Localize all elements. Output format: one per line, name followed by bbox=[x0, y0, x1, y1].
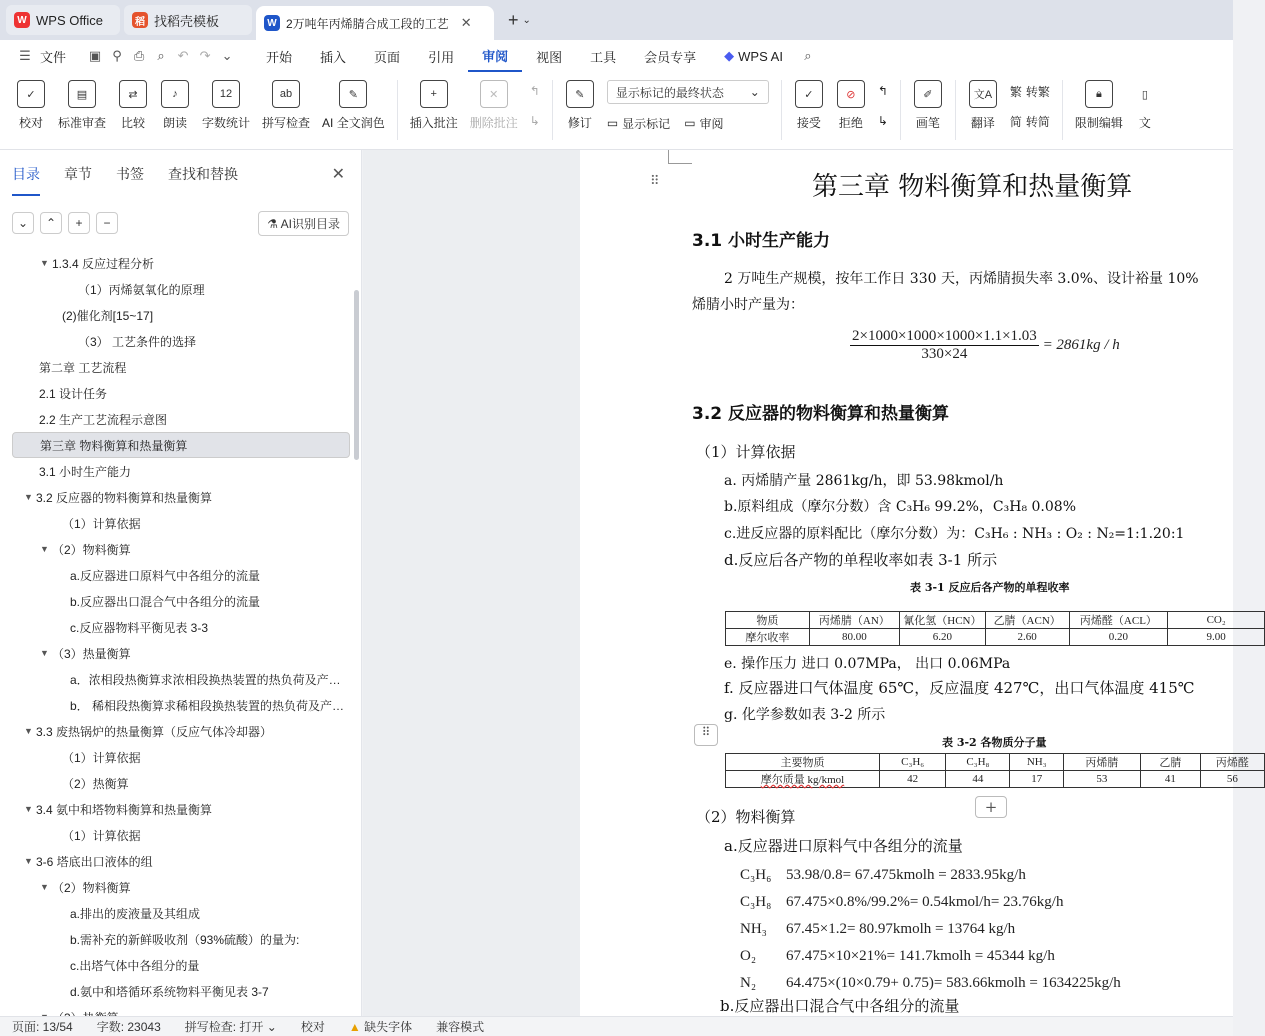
toc-item[interactable] bbox=[0, 718, 352, 744]
to-traditional-label: 转繁 bbox=[1025, 84, 1050, 99]
table-cell: 主要物质 bbox=[726, 754, 880, 771]
caret-down-icon[interactable]: ▼ bbox=[24, 804, 33, 814]
navigation-pane bbox=[0, 150, 362, 1016]
table-cell: 17 bbox=[1010, 771, 1063, 788]
section-3-2-heading: 3.2 反应器的物料衡算和热量衡算 bbox=[692, 404, 950, 424]
ribbon-divider bbox=[955, 80, 956, 140]
tab-label: WPS Office bbox=[36, 12, 103, 28]
spell-check-status[interactable] bbox=[173, 1018, 289, 1035]
document-page bbox=[580, 150, 1249, 1016]
formula-result: = 2861kg / h bbox=[1042, 337, 1120, 353]
print-icon[interactable]: ⎙ bbox=[133, 48, 145, 63]
equation-text: 53.98/0.8= 67.475kmolh = 2833.95kg/h bbox=[786, 867, 1026, 883]
standard-review-icon: ▤ bbox=[68, 80, 96, 108]
add-row-icon[interactable]: + bbox=[975, 796, 1007, 818]
toc-item[interactable] bbox=[0, 484, 352, 510]
item-c: c.进反应器的原料配比（摩尔分数）为：C₃H₆ : NH₃ : O₂ : N₂=1:1.20:1 bbox=[724, 526, 1185, 542]
toc-item-label: （3） 工艺条件的选择 bbox=[78, 334, 197, 349]
tab-template[interactable] bbox=[124, 5, 252, 35]
equation-text: 67.475×0.8%/99.2%= 0.54kmol/h= 23.76kg/h bbox=[786, 894, 1064, 910]
toc-item-label: c.反应器物料平衡见表 3-3 bbox=[70, 620, 209, 635]
paragraph-capacity: 2 万吨生产规模，按年工作日 330 天，丙烯腈损失率 3.0%、设计裕量 10% bbox=[724, 271, 1199, 287]
undo-icon[interactable]: ↶ bbox=[177, 48, 189, 63]
wps-logo-icon: W bbox=[14, 12, 30, 28]
chevron-down-icon: ⌄ bbox=[266, 1020, 277, 1034]
equation-row bbox=[740, 943, 1121, 970]
toc-item[interactable] bbox=[0, 900, 352, 926]
insert-comment-button[interactable] bbox=[404, 80, 464, 131]
standard-review-button[interactable] bbox=[52, 80, 112, 131]
to-simplified-label: 转简 bbox=[1025, 114, 1050, 129]
toc-item-label: a.反应器进口原料气中各组分的流量 bbox=[70, 568, 261, 583]
item-e: e. 操作压力 进口 0.07MPa， 出口 0.06MPa bbox=[724, 656, 1011, 672]
ai-toc-button[interactable] bbox=[258, 211, 349, 236]
table-handle-icon[interactable]: ⠿ bbox=[694, 724, 718, 746]
table-cell: NH₃ bbox=[1010, 754, 1063, 771]
tab-toc[interactable]: 目录 bbox=[12, 164, 40, 190]
menu-review[interactable]: 审阅 bbox=[468, 40, 522, 72]
item-f: f. 反应器进口气体温度 65℃，反应温度 427℃，出口气体温度 415℃ bbox=[724, 679, 1195, 697]
toc-item[interactable] bbox=[0, 536, 352, 562]
table-cell: C₃H₈ bbox=[946, 754, 1010, 771]
equation-row bbox=[740, 970, 1121, 997]
toc-item-label: 2.1 设计任务 bbox=[39, 386, 108, 401]
formula-denominator: 330×24 bbox=[921, 346, 968, 362]
chevron-down-icon: ⌄ bbox=[749, 85, 760, 99]
tab-label: 找稻壳模板 bbox=[154, 13, 220, 29]
hamburger-icon[interactable]: ☰ bbox=[19, 48, 31, 63]
menu-wps-ai[interactable] bbox=[710, 40, 797, 72]
display-mode-select[interactable] bbox=[607, 80, 769, 104]
item-a: a. 丙烯腈产量 2861kg/h，即 53.98kmol/h bbox=[724, 473, 1004, 489]
toc-item[interactable] bbox=[0, 666, 352, 692]
prev-comment-icon[interactable]: ↰ bbox=[529, 84, 540, 98]
toc-item-label: 第二章 工艺流程 bbox=[39, 360, 127, 375]
caret-down-icon[interactable]: ▼ bbox=[24, 726, 33, 736]
toc-item-label: 3.3 废热锅炉的热量衡算（反应气体冷却器） bbox=[36, 724, 273, 739]
document-icon: ▯ bbox=[1141, 88, 1148, 101]
calc-basis-heading: （1）计算依据 bbox=[696, 443, 796, 461]
table-cell: 摩尔质量 kg/kmol bbox=[726, 771, 880, 788]
table-cell: 丙烯腈（AN） bbox=[809, 612, 899, 629]
toc-item[interactable] bbox=[0, 406, 352, 432]
table-cell: 丙烯腈 bbox=[1063, 754, 1140, 771]
compare-icon: ⇄ bbox=[119, 80, 147, 108]
search-icon[interactable]: ⌕ bbox=[804, 48, 812, 63]
spell-check-button[interactable] bbox=[256, 80, 316, 131]
paragraph-capacity-cont: 烯腈小时产量为： bbox=[692, 297, 804, 313]
track-changes-icon: ✎ bbox=[566, 80, 594, 108]
template-logo-icon: 稻 bbox=[132, 12, 148, 28]
toc-item[interactable] bbox=[0, 770, 352, 796]
equation-text: 67.45×1.2= 80.97kmolh = 13764 kg/h bbox=[786, 921, 1016, 937]
caret-down-icon[interactable]: ▼ bbox=[40, 882, 49, 892]
title-bar bbox=[0, 0, 1233, 40]
toc-item[interactable] bbox=[0, 822, 352, 848]
collapse-icon[interactable]: ⌄ bbox=[12, 212, 34, 234]
track-changes-button[interactable] bbox=[559, 80, 601, 131]
toc-item-label: c.出塔气体中各组分的量 bbox=[70, 958, 200, 973]
markup-group bbox=[601, 80, 775, 134]
toc-item[interactable] bbox=[0, 354, 352, 380]
close-icon[interactable]: ✕ bbox=[331, 166, 345, 183]
pen-button[interactable] bbox=[907, 80, 949, 131]
table-header-row bbox=[726, 612, 1265, 629]
show-marks-button[interactable] bbox=[607, 112, 670, 134]
toc-item-label: 3.4 氨中和塔物料衡算和热量衡算 bbox=[36, 802, 213, 817]
track-changes-label: 修订 bbox=[567, 116, 592, 130]
toc-item-label: 3.1 小时生产能力 bbox=[39, 464, 132, 479]
translate-label: 翻译 bbox=[970, 116, 995, 130]
reject-icon: ⊘ bbox=[837, 80, 865, 108]
display-mode-value: 显示标记的最终状态 bbox=[615, 85, 724, 100]
standard-review-label: 标准审查 bbox=[58, 116, 107, 130]
menu-start[interactable]: 开始 bbox=[266, 49, 293, 65]
table-row bbox=[726, 629, 1265, 646]
change-nav bbox=[872, 80, 894, 132]
more-ribbon-button[interactable] bbox=[1129, 80, 1161, 131]
ai-icon: ⚗ bbox=[267, 216, 281, 231]
equation-label: C₃H₆ bbox=[740, 867, 772, 883]
ai-polish-label: AI 全文润色 bbox=[322, 116, 385, 130]
table-cell: 丙烯醛（ACL） bbox=[1069, 612, 1168, 629]
table-cell: 6.20 bbox=[899, 629, 985, 646]
read-aloud-button[interactable] bbox=[154, 80, 196, 131]
table-row bbox=[726, 771, 1265, 788]
toc-item[interactable] bbox=[0, 380, 352, 406]
toc-item-label: 3-6 塔底出口液体的组 bbox=[36, 854, 153, 869]
toc-item[interactable] bbox=[0, 302, 352, 328]
capacity-formula bbox=[850, 328, 1120, 363]
review-pane-icon: ▭ bbox=[684, 116, 696, 130]
toc-item[interactable] bbox=[0, 744, 352, 770]
toc-item[interactable] bbox=[0, 640, 352, 666]
toc-item-label: b． 稀相段热衡算求稀相段换热装置的热负荷及产… bbox=[70, 698, 345, 713]
menu-reference[interactable]: 引用 bbox=[428, 49, 455, 65]
accept-label: 接受 bbox=[796, 116, 821, 130]
toc-item[interactable] bbox=[0, 250, 352, 276]
menu-insert[interactable]: 插入 bbox=[320, 49, 347, 65]
toc-item-label: b.需补充的新鲜吸收剂（93%硫酸）的量为: bbox=[70, 932, 300, 947]
ribbon-divider bbox=[552, 80, 553, 140]
delete-comment-label: 删除批注 bbox=[469, 116, 518, 130]
delete-comment-button[interactable] bbox=[464, 80, 524, 131]
section-3-1-heading: 3.1 小时生产能力 bbox=[692, 231, 831, 251]
convert-group bbox=[1004, 80, 1056, 132]
review-pane-label: 审阅 bbox=[699, 116, 724, 131]
share-icon[interactable]: ⚲ bbox=[112, 48, 122, 63]
expand-icon[interactable]: ⌃ bbox=[40, 212, 62, 234]
menu-file[interactable]: 文件 bbox=[40, 49, 67, 65]
caret-down-icon[interactable]: ▼ bbox=[24, 856, 33, 866]
item-b: b.原料组成（摩尔分数）含 C₃H₆ 99.2%，C₃H₈ 0.08% bbox=[724, 499, 1077, 515]
table-cell: 56 bbox=[1200, 771, 1264, 788]
table-cell: 氰化氢（HCN） bbox=[899, 612, 985, 629]
proofread-label: 校对 bbox=[18, 116, 43, 130]
toc-item[interactable] bbox=[0, 562, 352, 588]
menu-member[interactable]: 会员专享 bbox=[644, 49, 697, 65]
equation-text: 67.475×10×21%= 141.7kmolh = 45344 kg/h bbox=[786, 948, 1055, 964]
table-3-1 bbox=[725, 611, 1265, 646]
comment-nav bbox=[524, 80, 546, 132]
accept-button[interactable] bbox=[788, 80, 830, 131]
toc-item[interactable] bbox=[0, 796, 352, 822]
caret-down-icon[interactable]: ▼ bbox=[24, 492, 33, 502]
word-count-icon: 12 bbox=[212, 80, 240, 108]
more-icon[interactable]: ⌄ bbox=[221, 48, 233, 63]
spell-check-label: 拼写检查 bbox=[262, 116, 311, 130]
table-header-row bbox=[726, 754, 1265, 771]
toc-item[interactable] bbox=[0, 614, 352, 640]
table-cell: C₃H₆ bbox=[880, 754, 946, 771]
drag-handle-icon[interactable]: ⠿ bbox=[650, 174, 660, 189]
chevron-down-icon[interactable]: ⌄ bbox=[522, 14, 531, 26]
status-bar bbox=[0, 1016, 1233, 1036]
page-corner-mark bbox=[668, 150, 692, 164]
toc-item[interactable] bbox=[0, 952, 352, 978]
reject-button[interactable] bbox=[830, 80, 872, 131]
toc-item[interactable] bbox=[0, 848, 352, 874]
table-3-2 bbox=[725, 753, 1265, 788]
toc-list bbox=[0, 250, 352, 1030]
equation-row bbox=[740, 916, 1121, 943]
simp-icon: 简 bbox=[1009, 114, 1022, 129]
toc-item-label: （3）热量衡算 bbox=[52, 646, 131, 661]
proofread-status[interactable]: 校对 bbox=[300, 1020, 325, 1034]
to-traditional-button[interactable] bbox=[1010, 80, 1050, 102]
menu-page[interactable]: 页面 bbox=[374, 49, 401, 65]
compare-button[interactable] bbox=[112, 80, 154, 131]
spell-check-status-label: 拼写检查: 打开 bbox=[184, 1020, 264, 1034]
menu-view[interactable]: 视图 bbox=[536, 49, 563, 65]
word-count-label: 字数统计 bbox=[202, 116, 251, 130]
word-count-button[interactable] bbox=[196, 80, 256, 131]
equation-row bbox=[740, 889, 1121, 916]
read-aloud-label: 朗读 bbox=[163, 116, 188, 130]
ribbon-divider bbox=[1062, 80, 1063, 140]
page-margin-area bbox=[363, 150, 580, 1016]
menu-bar bbox=[0, 40, 1233, 72]
toc-item[interactable] bbox=[0, 926, 352, 952]
add-icon[interactable]: + bbox=[68, 212, 90, 234]
toc-item-label: 1.3.4 反应过程分析 bbox=[52, 256, 155, 271]
reject-label: 拒绝 bbox=[838, 116, 863, 130]
toc-item-label: （2）物料衡算 bbox=[52, 880, 131, 895]
menu-tools[interactable]: 工具 bbox=[590, 49, 617, 65]
toc-item[interactable] bbox=[0, 588, 352, 614]
tab-find-replace[interactable]: 查找和替换 bbox=[168, 166, 238, 182]
caret-down-icon[interactable]: ▼ bbox=[40, 648, 49, 658]
pen-icon: ✐ bbox=[914, 80, 942, 108]
ribbon-divider bbox=[900, 80, 901, 140]
table-3-2-caption: 表 3-2 各物质分子量 bbox=[942, 736, 1047, 749]
redo-icon[interactable]: ↷ bbox=[199, 48, 211, 63]
nav-tabs bbox=[0, 150, 361, 190]
tab-chapters[interactable]: 章节 bbox=[64, 166, 92, 182]
proofread-icon: ✓ bbox=[17, 80, 45, 108]
toc-item[interactable] bbox=[0, 874, 352, 900]
ai-polish-button[interactable] bbox=[316, 80, 391, 131]
wps-ai-label: WPS AI bbox=[738, 48, 783, 64]
show-marks-label: 显示标记 bbox=[622, 116, 671, 131]
table-cell: CO₂ bbox=[1168, 612, 1265, 629]
new-tab-icon[interactable]: + bbox=[508, 9, 519, 30]
restrict-edit-button[interactable] bbox=[1069, 80, 1129, 131]
translate-button[interactable] bbox=[962, 80, 1004, 131]
toc-item[interactable] bbox=[0, 276, 352, 302]
toc-item-label: （1）计算依据 bbox=[62, 828, 141, 843]
spell-check-icon: ab bbox=[272, 80, 300, 108]
proofread-button[interactable] bbox=[10, 80, 52, 131]
toc-item-label: （1）计算依据 bbox=[62, 750, 141, 765]
caret-down-icon[interactable]: ▼ bbox=[40, 544, 49, 554]
toc-item[interactable] bbox=[0, 978, 352, 1004]
equation-label: N₂ bbox=[740, 975, 757, 991]
equation-label: O₂ bbox=[740, 948, 757, 964]
toc-item-label: (2)催化剂[15~17] bbox=[62, 308, 154, 323]
word-count-indicator[interactable]: 字数: 23043 bbox=[96, 1020, 161, 1034]
review-pane-button[interactable] bbox=[684, 112, 723, 134]
tab-bookmarks[interactable]: 书签 bbox=[116, 166, 144, 182]
table-cell: 9.00 bbox=[1168, 629, 1265, 646]
ai-polish-icon: ✎ bbox=[339, 80, 367, 108]
tab-label: 2万吨年丙烯腈合成工段的工艺 bbox=[286, 16, 449, 31]
pen-label: 画笔 bbox=[915, 116, 940, 130]
scrollbar[interactable] bbox=[354, 290, 359, 460]
missing-font-label: 缺失字体 bbox=[364, 1020, 413, 1034]
read-aloud-icon: ♪ bbox=[161, 80, 189, 108]
equation-label: C₃H₈ bbox=[740, 894, 772, 910]
close-tab-icon[interactable]: ✕ bbox=[460, 15, 472, 30]
ribbon-toolbar bbox=[0, 72, 1233, 150]
toc-item-label: 3.2 反应器的物料衡算和热量衡算 bbox=[36, 490, 213, 505]
item-d: d.反应后各产物的单程收率如表 3-1 所示 bbox=[724, 551, 998, 569]
sub-b-heading: b.反应器出口混合气中各组分的流量 bbox=[720, 997, 960, 1015]
toc-item-label: （2）物料衡算 bbox=[52, 542, 131, 557]
restrict-edit-label: 限制编辑 bbox=[1074, 116, 1123, 130]
toc-item[interactable] bbox=[0, 510, 352, 536]
toc-item-label: a．浓相段热衡算求浓相段换热装置的热负荷及产… bbox=[70, 672, 341, 687]
toc-item[interactable] bbox=[0, 458, 352, 484]
tab-document[interactable] bbox=[256, 6, 494, 40]
show-marks-icon: ▭ bbox=[606, 116, 619, 130]
compare-label: 比较 bbox=[121, 116, 146, 130]
page-indicator[interactable]: 页面: 13/54 bbox=[12, 1020, 73, 1034]
prev-change-icon[interactable]: ↰ bbox=[877, 84, 888, 98]
save-icon[interactable]: ▣ bbox=[88, 48, 102, 63]
equation-label: NH₃ bbox=[740, 921, 767, 937]
table-cell: 摩尔收率 bbox=[726, 629, 810, 646]
compat-mode-status: 兼容模式 bbox=[436, 1020, 485, 1034]
wps-ai-icon: ◆ bbox=[724, 48, 735, 63]
toc-item[interactable] bbox=[12, 432, 350, 458]
word-logo-icon: W bbox=[264, 15, 280, 31]
toc-item-label: （1）丙烯氨氧化的原理 bbox=[78, 282, 205, 297]
next-change-icon[interactable]: ↳ bbox=[877, 114, 888, 128]
ribbon-divider bbox=[781, 80, 782, 140]
table-cell: 2.60 bbox=[985, 629, 1069, 646]
toc-item-label: d.氨中和塔循环系统物料平衡见表 3-7 bbox=[70, 984, 269, 999]
insert-comment-label: 插入批注 bbox=[409, 116, 458, 130]
toc-item-label: a.排出的废液量及其组成 bbox=[70, 906, 201, 921]
chapter-title: 第三章 物料衡算和热量衡算 bbox=[812, 172, 1133, 202]
remove-icon[interactable]: − bbox=[96, 212, 118, 234]
table-cell: 丙烯醛 bbox=[1200, 754, 1264, 771]
toc-item-label: （2）热衡算 bbox=[62, 776, 129, 791]
preview-icon[interactable]: ⌕ bbox=[157, 48, 165, 63]
toc-item[interactable] bbox=[0, 328, 352, 354]
restrict-edit-icon: 🔒︎ bbox=[1085, 80, 1113, 108]
table-cell: 41 bbox=[1140, 771, 1200, 788]
table-cell: 42 bbox=[880, 771, 946, 788]
toc-item[interactable] bbox=[0, 692, 352, 718]
insert-comment-icon: + bbox=[420, 80, 448, 108]
table-cell: 物质 bbox=[726, 612, 810, 629]
toc-item-label: （1）计算依据 bbox=[62, 516, 141, 531]
trad-icon: 繁 bbox=[1009, 84, 1022, 99]
item-g: g. 化学参数如表 3-2 所示 bbox=[724, 707, 886, 723]
delete-comment-icon: ✕ bbox=[480, 80, 508, 108]
missing-font-status[interactable] bbox=[337, 1018, 424, 1035]
table-cell: 乙腈（ACN） bbox=[985, 612, 1069, 629]
toc-toolbar bbox=[0, 190, 361, 242]
next-comment-icon[interactable]: ↳ bbox=[529, 114, 540, 128]
warning-icon: ▲ bbox=[348, 1020, 361, 1034]
sub-a-heading: a.反应器进口原料气中各组分的流量 bbox=[724, 837, 963, 855]
tab-wps-office[interactable] bbox=[6, 5, 120, 35]
toc-item-label: b.反应器出口混合气中各组分的流量 bbox=[70, 594, 261, 609]
table-cell: 0.20 bbox=[1069, 629, 1168, 646]
table-3-1-caption: 表 3-1 反应后各产物的单程收率 bbox=[910, 581, 1070, 594]
ribbon-divider bbox=[397, 80, 398, 140]
material-balance-heading: （2）物料衡算 bbox=[696, 808, 796, 826]
table-cell: 80.00 bbox=[809, 629, 899, 646]
equation-row bbox=[740, 862, 1121, 889]
toc-item-label: 第三章 物料衡算和热量衡算 bbox=[40, 438, 188, 453]
caret-down-icon[interactable]: ▼ bbox=[40, 258, 49, 268]
toc-item-label: 2.2 生产工艺流程示意图 bbox=[39, 412, 168, 427]
table-cell: 53 bbox=[1063, 771, 1140, 788]
table-cell: 乙腈 bbox=[1140, 754, 1200, 771]
formula-numerator: 2×1000×1000×1000×1.1×1.03 bbox=[852, 328, 1037, 344]
accept-icon: ✓ bbox=[795, 80, 823, 108]
ai-toc-label: AI识别目录 bbox=[280, 216, 340, 231]
table-cell: 44 bbox=[946, 771, 1010, 788]
translate-icon: 文A bbox=[969, 80, 997, 108]
more-ribbon-label: 文 bbox=[1138, 116, 1151, 130]
equation-text: 64.475×(10×0.79+ 0.75)= 583.66kmolh = 1634225kg/h bbox=[786, 975, 1121, 991]
to-simplified-button[interactable] bbox=[1010, 110, 1050, 132]
equation-list bbox=[740, 862, 1121, 997]
